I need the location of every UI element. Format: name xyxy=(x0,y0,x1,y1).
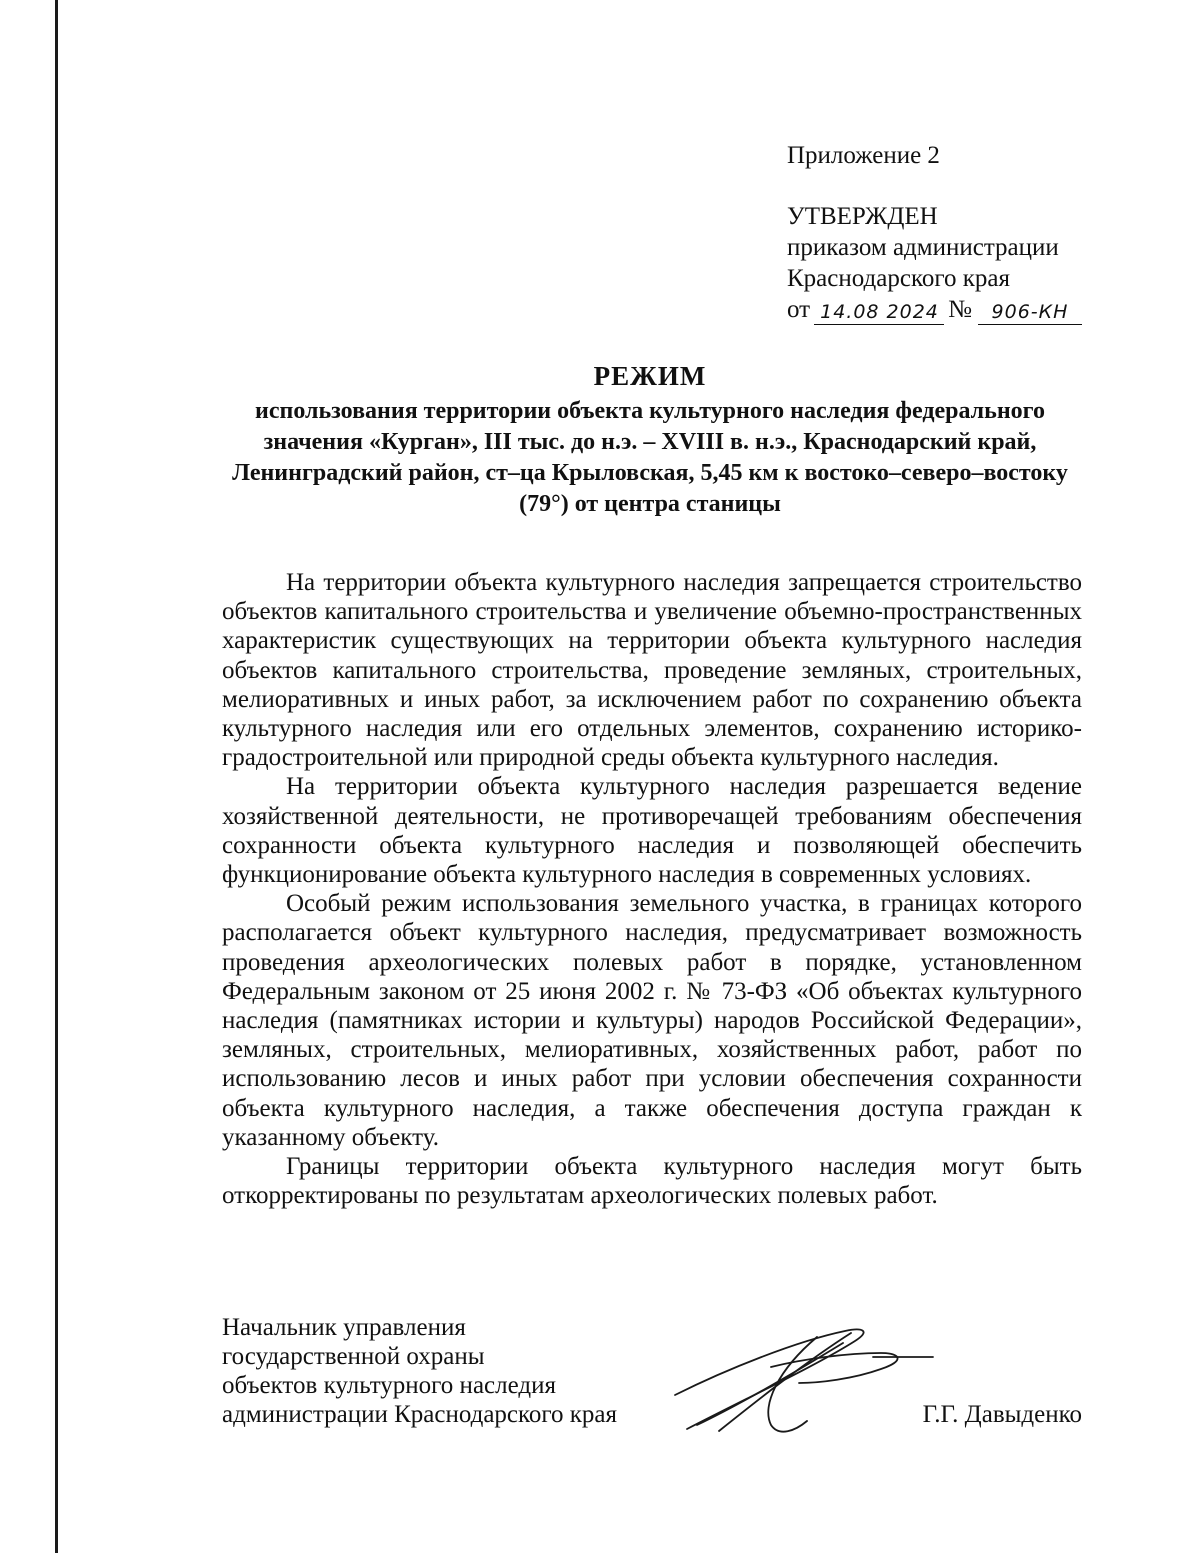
handwritten-order-number: 906-КН xyxy=(978,300,1082,325)
approved-heading: УТВЕРЖДЕН xyxy=(787,203,938,230)
approval-block xyxy=(787,140,1082,325)
from-prefix: от xyxy=(787,296,811,323)
paragraph-permitted-activity: На территории объекта культурного наследия разрешается ведение хозяйственной деятельности, не противоречащей требованиям обеспечения сохранности объекта культурного наследия и позволяющей обеспечить функционирование объекта культурного наследия в современных условиях. xyxy=(222,773,1082,889)
approval-order-line: приказом администрации xyxy=(787,234,1059,261)
left-margin-rule xyxy=(55,0,58,1553)
paragraph-boundaries: Границы территории объекта культурного наследия могут быть откорректированы по результатам археологических полевых работ. xyxy=(222,1153,1082,1210)
paragraph-special-regime: Особый режим использования земельного участка, в границах которого располагается объект культурного наследия, предусматривает возможность проведения археологических полевых работ в порядке, установленном Федеральным законом от 25 июня 2002 г. № 73-ФЗ «Об объектах культурного наследия (памятниках истории и культуры) народов Российской Федерации», земляных, строительных, мелиоративных, хозяйственных работ, работ по использованию лесов и иных работ при условии обеспечения сохранности объекта культурного наследия, а также обеспечения доступа граждан к указанному объекту. xyxy=(222,890,1082,1151)
document-title-block xyxy=(200,358,1100,520)
signer-name: Г.Г. Давыденко xyxy=(922,1401,1082,1428)
paragraph-prohibitions: На территории объекта культурного наследия запрещается строительство объектов капитального строительства и увеличение объемно-пространственных характеристик существующих на территории объекта культурного наследия объектов капитального строительства, проведение земляных, строительных, мелиоративных и иных работ, за исключением работ по сохранению объекта культурного наследия или его отдельных элементов, сохранению историко-градостроительной или природной среды объекта культурного наследия. xyxy=(222,569,1082,772)
document-title: РЕЖИМ xyxy=(593,361,707,391)
appendix-label: Приложение 2 xyxy=(787,142,940,169)
handwritten-order-date: 14.08 2024 xyxy=(814,300,944,325)
number-sign: № xyxy=(948,296,972,323)
body-text xyxy=(222,568,1082,1210)
signature-block xyxy=(222,1313,1082,1453)
signer-position-line: государственной охраны xyxy=(222,1343,485,1370)
signer-position-line: Начальник управления xyxy=(222,1314,466,1341)
signer-position-line: администрации Краснодарского края xyxy=(222,1401,618,1428)
signer-position-line: объектов культурного наследия xyxy=(222,1372,556,1399)
order-date-number-line xyxy=(787,294,1082,325)
document-subtitle: использования территории объекта культурного наследия федерального значения «Курган», III тыс. до н.э. – XVIII в. н.э., Краснодарский край, Ленинградский район, ст–ца Крыловская, 5,45 км к востоко–северо–востоку (79°) от центра станицы xyxy=(232,398,1068,517)
approval-region-line: Краснодарского края xyxy=(787,265,1010,292)
handwritten-signature-icon xyxy=(667,1317,937,1447)
